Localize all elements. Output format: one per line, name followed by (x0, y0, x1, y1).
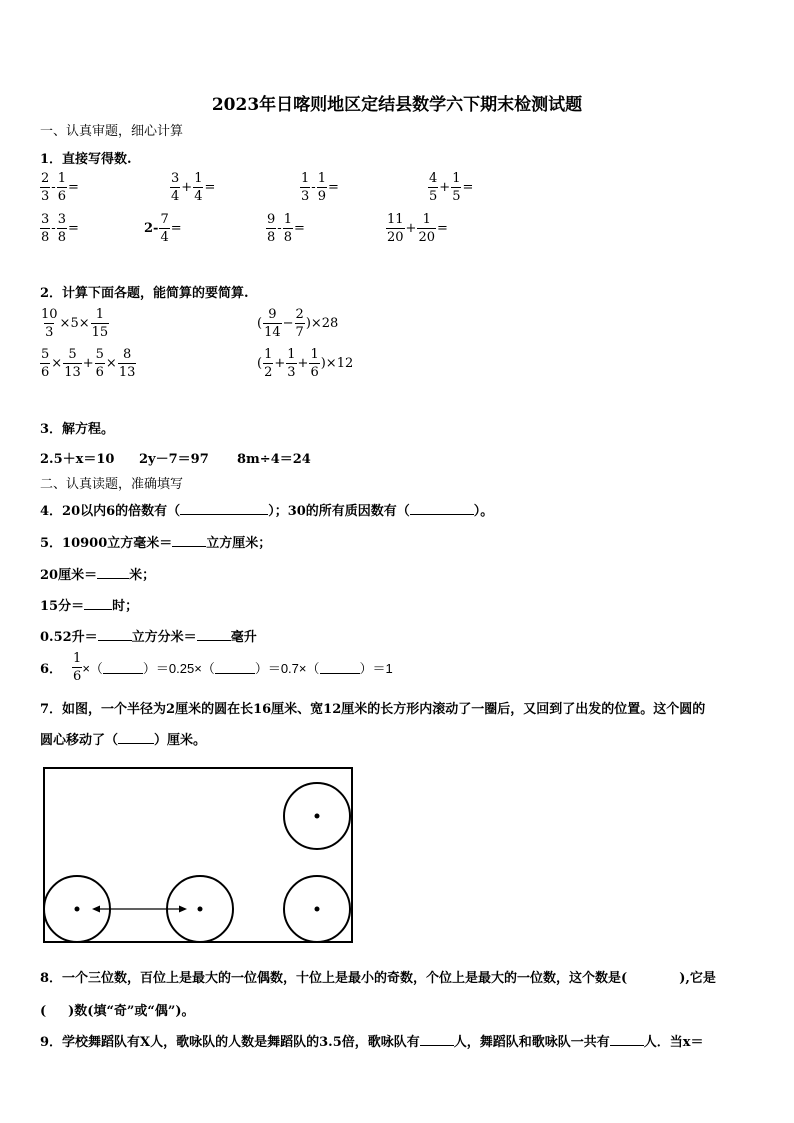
question-label: 解方程。 (62, 422, 115, 437)
question-3 (40, 418, 114, 437)
question-text: 人．当x＝ (643, 1035, 704, 1050)
question-number: 3． (40, 422, 63, 437)
fraction: $\frac{5}{6}$ (95, 347, 104, 380)
question-text: 米； (129, 568, 156, 583)
fraction: $\frac{1}{6}$ (310, 347, 319, 380)
fraction: $\frac{3}{8}$ (57, 212, 66, 245)
question-9 (40, 1031, 704, 1050)
fraction: $\frac{1}{2}$ (264, 347, 273, 380)
circle-center-dot (315, 814, 320, 819)
fraction: $\frac{1}{3}$ (301, 171, 310, 204)
fraction: $\frac{2}{7}$ (295, 307, 304, 340)
question-text: 毫升 (230, 630, 257, 645)
question-7 (40, 698, 705, 717)
question-text: 20以内6的倍数有（ (62, 504, 181, 519)
fraction: $\frac{1}{9}$ (317, 171, 326, 204)
q2-expr-3: $\frac{5}{6}$ × $\frac{5}{13}$ + $\frac{5}{6}$ × $\frac{8}{13}$ (41, 347, 136, 380)
fraction: $\frac{1}{4}$ (194, 171, 203, 204)
fraction: $\frac{1}{6}$ (57, 171, 66, 204)
question-text: 10900立方毫米＝ (62, 536, 173, 551)
arrow-head-right (179, 906, 187, 913)
question-text: 如图，一个半径为2厘米的圆在长16厘米、宽12厘米的长方形内滚动了一圈后，又回到了出发的位置。这个圆的 (62, 702, 706, 717)
fraction: $\frac{5}{13}$ (64, 347, 81, 380)
question-6 (40, 652, 393, 683)
q5-line-4 (40, 626, 257, 645)
circle-center-dot (75, 907, 80, 912)
question-text: 人，舞蹈队和歌咏队一共有 (453, 1035, 610, 1050)
fraction: $\frac{1}{5}$ (452, 171, 461, 204)
answer-blank[interactable] (98, 628, 132, 641)
question-number: 8． (40, 971, 63, 986)
fraction: $\frac{4}{5}$ (429, 171, 438, 204)
q1-item-1: $\frac{2}{3}$ - $\frac{1}{6}$ = (41, 171, 79, 204)
fraction: $\frac{3}{8}$ (41, 212, 50, 245)
fraction: $\frac{8}{13}$ (118, 347, 136, 380)
question-text: ）＝1 (359, 661, 393, 676)
question-text: 立方厘米； (206, 536, 272, 551)
question-text: ）厘米。 (154, 733, 207, 748)
question-text: 0.52升＝ (40, 630, 98, 645)
question-number: 4． (40, 504, 63, 519)
q5-line-3 (40, 595, 138, 614)
question-number: 7． (40, 702, 63, 717)
arrow-head-left (92, 906, 100, 913)
question-text: ×（ (82, 661, 103, 676)
answer-blank[interactable] (97, 566, 129, 579)
section-heading-2: 二、认真读题，准确填写 (40, 477, 184, 492)
q5-line-2 (40, 564, 155, 583)
question-number: 2． (40, 286, 63, 301)
question-text: 立方分米＝ (131, 630, 197, 645)
question-number: 9． (40, 1035, 63, 1050)
answer-blank[interactable] (320, 661, 360, 674)
answer-blank[interactable] (103, 661, 143, 674)
answer-blank[interactable] (610, 1033, 644, 1046)
question-1 (40, 148, 132, 167)
fraction: $\frac{1}{8}$ (283, 212, 292, 245)
answer-blank[interactable] (420, 1033, 454, 1046)
rectangle-circle-figure (40, 764, 360, 946)
question-text: )数(填“奇”或“偶”)。 (68, 1004, 195, 1019)
circle-center-dot (315, 907, 320, 912)
question-2 (40, 282, 249, 301)
q8-line-2 (40, 1000, 195, 1019)
answer-blank[interactable] (410, 502, 474, 515)
circle-center-dot (198, 907, 203, 912)
q1-item-7: $\frac{9}{8}$ - $\frac{1}{8}$ = (267, 212, 305, 245)
q2-expr-4: ( $\frac{1}{2}$ + $\frac{1}{3}$ + $\frac{1}{6}$ )×12 (257, 347, 354, 380)
fraction: $\frac{9}{14}$ (264, 307, 281, 340)
question-text: ）＝0.7×（ (254, 661, 320, 676)
q7-line-2 (40, 729, 206, 748)
question-text: 20厘米＝ (40, 568, 98, 583)
fraction: $\frac{1}{3}$ (287, 347, 296, 380)
answer-blank[interactable] (172, 534, 206, 547)
q1-item-5: $\frac{3}{8}$ - $\frac{3}{8}$ = (41, 212, 79, 245)
equation-2: 2y－7＝97 (139, 452, 209, 467)
question-8 (40, 967, 716, 986)
answer-blank[interactable] (197, 628, 231, 641)
question-text: ）；30的所有质因数有（ (268, 504, 410, 519)
question-5 (40, 532, 271, 551)
page-title: 2023年日喀则地区定结县数学六下期末检测试题 (211, 95, 583, 115)
question-label: 直接写得数. (62, 152, 132, 167)
question-4 (40, 500, 493, 519)
question-text: 15分＝ (40, 599, 85, 614)
fraction: $\frac{11}{20}$ (387, 212, 404, 245)
question-label: 计算下面各题，能简算的要简算. (62, 286, 249, 301)
fraction: $\frac{5}{6}$ (41, 347, 50, 380)
q1-item-2: $\frac{3}{4}$ + $\frac{1}{4}$ = (171, 171, 216, 204)
question-number: 6． (40, 662, 63, 677)
question-text: 一个三位数，百位上是最大的一位偶数，十位上是最小的奇数，个位上是最大的一位数，这个数是( (62, 971, 628, 986)
fraction: $\frac{9}{8}$ (267, 212, 276, 245)
answer-blank[interactable] (180, 502, 268, 515)
question-text: 圆心移动了（ (40, 733, 119, 748)
fraction: $\frac{2}{3}$ (41, 171, 50, 204)
fraction: $\frac{1}{6}$ (73, 651, 82, 684)
answer-blank[interactable] (84, 597, 112, 610)
fraction: $\frac{7}{4}$ (160, 212, 169, 245)
q2-expr-1: $\frac{10}{3}$ ×5× $\frac{1}{15}$ (41, 307, 109, 340)
section-heading-1: 一、认真审题，细心计算 (40, 124, 184, 139)
rectangle (44, 768, 352, 942)
fraction: $\frac{1}{15}$ (91, 307, 109, 340)
answer-blank[interactable] (215, 661, 255, 674)
question-text: ),它是 (679, 971, 716, 986)
equation-3: 8m÷4＝24 (237, 452, 311, 467)
question-text: ）。 (473, 504, 494, 519)
q1-item-3: $\frac{1}{3}$ - $\frac{1}{9}$ = (301, 171, 339, 204)
fraction: $\frac{1}{20}$ (418, 212, 435, 245)
q1-item-4: $\frac{4}{5}$ + $\frac{1}{5}$ = (429, 171, 474, 204)
fraction: $\frac{10}{3}$ (41, 307, 58, 340)
question-number: 1． (40, 152, 63, 167)
q1-item-8: $\frac{11}{20}$ + $\frac{1}{20}$ = (387, 212, 448, 245)
question-text: 时； (112, 599, 139, 614)
question-text: ( (40, 1004, 47, 1019)
question-text: ）＝0.25×（ (142, 661, 215, 676)
fraction: $\frac{3}{4}$ (171, 171, 180, 204)
answer-blank[interactable] (118, 731, 154, 744)
question-text: 学校舞蹈队有X人，歌咏队的人数是舞蹈队的3.5倍，歌咏队有 (62, 1035, 420, 1050)
equation-1: 2.5＋x＝10 (40, 452, 115, 467)
q1-item-6: 2- $\frac{7}{4}$ = (144, 212, 182, 245)
q2-expr-2: ( $\frac{9}{14}$ − $\frac{2}{7}$ )×28 (257, 307, 339, 340)
question-number: 5． (40, 536, 63, 551)
